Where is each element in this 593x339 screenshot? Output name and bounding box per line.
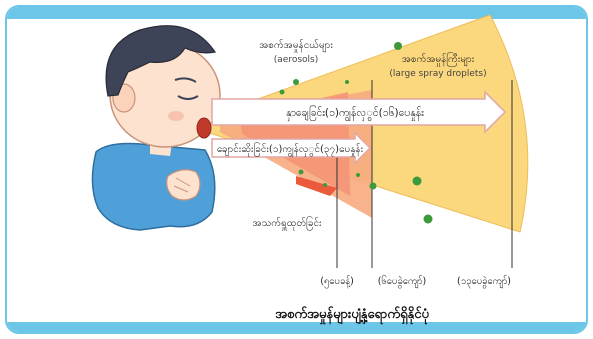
diagram-title: အစက်အမှုန်များပျံ့နှံ့ရောက်ရှိနိုင်ပုံ [275, 307, 429, 322]
large-droplets-label: အစက်အမှုန်ကြီးများ [401, 54, 475, 65]
droplet-dot [356, 173, 360, 177]
droplet-dot [424, 215, 433, 224]
distance-label-3: (၁၃ပေခွဲကျော်) [457, 276, 511, 287]
droplet-dot [413, 177, 422, 186]
child-mouth [197, 118, 211, 138]
speaking-row-label: နှာချေခြင်း(၁)ကျွန်လှွင်(၁၆)ပေနှုန်း [286, 107, 424, 119]
coughing-row-label: ချောင်းဆိုးခြင်း(၁)ကျွန်လှွင်(၃၇)ပေနှုန်း [216, 144, 364, 155]
child-hand [167, 170, 200, 200]
aerosols-en-label: (aerosols) [273, 55, 319, 65]
distance-label-1: (၅ပေခန့်) [320, 276, 354, 287]
child-cheek [168, 111, 184, 121]
droplet-dot [299, 170, 304, 175]
droplet-dot [345, 80, 349, 84]
droplet-dot [323, 183, 327, 187]
droplet-dot [293, 79, 299, 85]
aerosols-label: အစက်အမှုန်ငယ်များ [259, 40, 333, 51]
droplet-dot [394, 42, 402, 50]
droplet-dot [280, 90, 285, 95]
distance-label-2: (၆ပေခွဲကျော်) [377, 276, 427, 287]
droplet-dot [370, 183, 377, 190]
coughing-child-illustration [92, 26, 220, 230]
breathing-label: အသက်ရှူထုတ်ခြင်း [252, 218, 322, 229]
large-droplets-en-label: (large spray droplets) [389, 69, 487, 79]
